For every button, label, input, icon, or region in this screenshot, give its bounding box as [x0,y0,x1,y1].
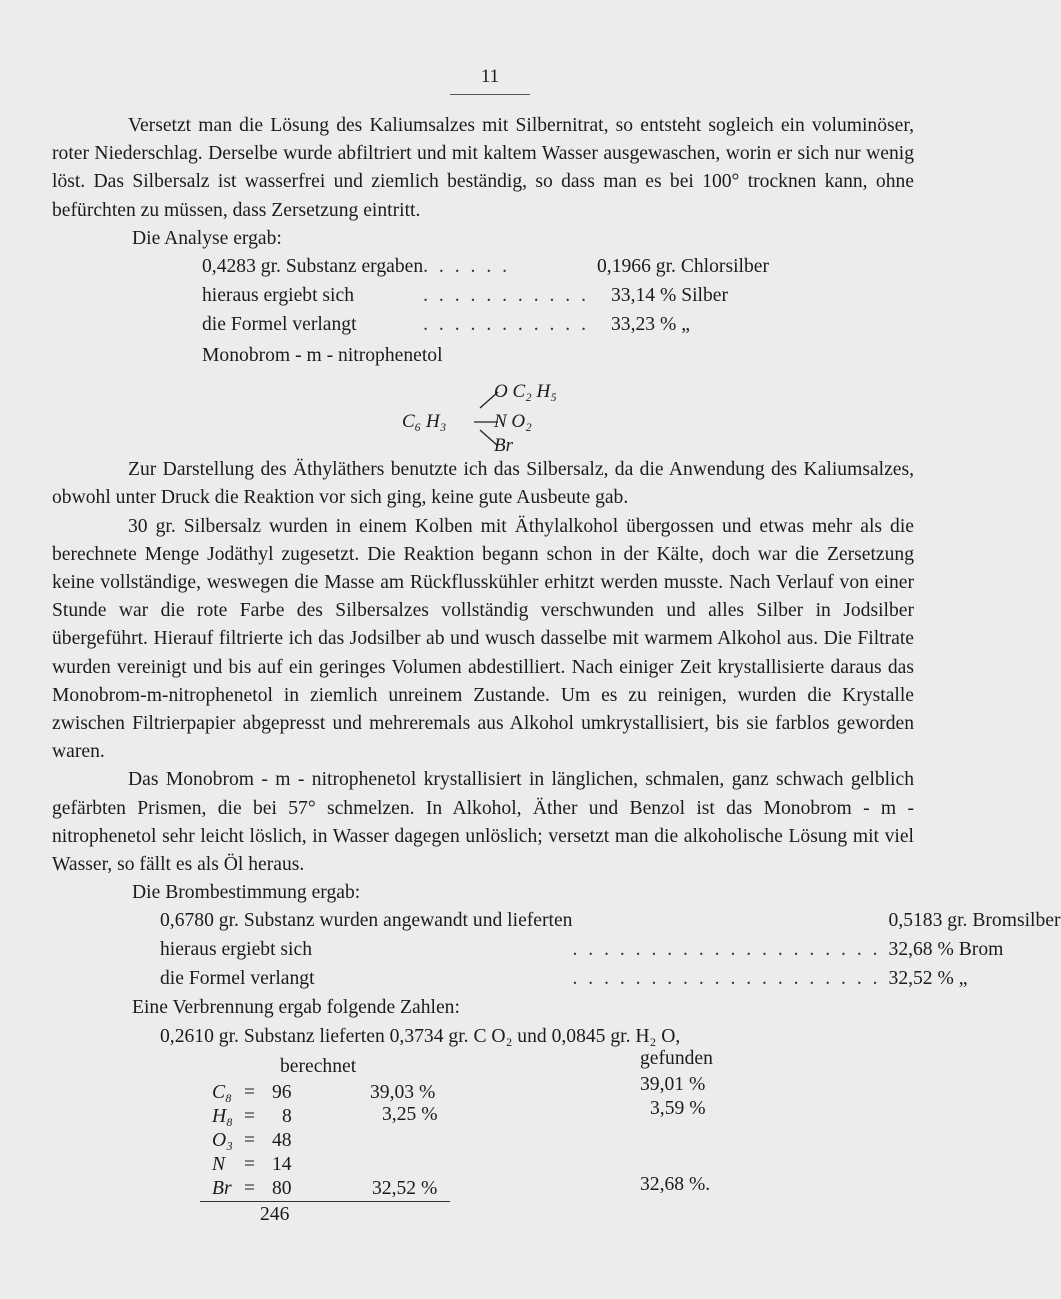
brom-label: hieraus ergiebt sich [160,939,312,961]
analysis-row [202,282,769,311]
calc-element: Br [212,1177,232,1199]
calc-mass: 8 [282,1105,292,1127]
brom-value: 32,52 % „ [888,968,968,990]
analysis-label: 0,4283 gr. Substanz ergaben [202,256,424,278]
brom-intro: Die Brombestimmung ergab: [132,882,361,904]
compound-name: Monobrom - m - nitrophenetol [202,345,443,367]
paragraph-silver-salt: Versetzt man die Lösung des Kaliumsalzes mit Silbernitrat, so entsteht sogleich ein voluminöser, roter Niederschlag. Derselbe wurde abfiltriert und mit kaltem Wasser ausgewaschen, worin er sich nur wenig löst. Das Silbersalz ist wasserfrei und ziemlich beständig, so dass man es bei 100° trocknen kann, ohne befürchten zu müssen, dass Zersetzung eintritt. [52,115,914,221]
brom-row [160,965,1061,994]
formula-bonds [52,370,914,456]
calc-percent: 3,25 % [382,1103,438,1125]
brom-table [160,907,1061,994]
paragraph-properties: Das Monobrom - m - nitrophenetol krystallisiert in länglichen, schmalen, ganz schwach gelblich gefärbten Prismen, die bei 57° schmelzen. In Alkohol, Äther und Benzol ist das Monobrom - m - nitrophenetol sehr leicht löslich, in Wasser dagegen unlöslich; versetzt man die alkoholische Lösung mit viel Wasser, so fällt es als Öl heraus. [52,769,914,876]
elemental-calculation [160,1047,914,1225]
found-percent: 3,59 % [650,1097,706,1119]
paragraph-procedure: 30 gr. Silbersalz wurden in einem Kolben mit Äthylalkohol übergossen und etwas mehr als die berechnete Menge Jodäthyl zugesetzt. Die Reaktion begann schon in der Kälte, doch war die Zersetzung keine vollständige, weswegen die Masse am Rückflusskühler erhitzt werden musste. Nach Verlauf von einer Stunde war die rote Farbe des Silbersalzes vollständig verschwunden und alles Silber in Jodsilber übergeführt. Hierauf filtrierte ich das Jodsilber ab und wusch dasselbe mit warmem Alkohol aus. Die Filtrate wurden vereinigt und bis auf ein geringes Volumen abdestilliert. Nach einiger Zeit krystallisierte daraus das Monobrom-m-nitrophenetol in ziemlich unreinem Zustande. Um es zu reinigen, wurden die Krystalle zwischen Filtrierpapier abgepresst und mehreremals aus Alkohol umkrystallisiert, bis sie farblos geworden waren. [52,515,914,763]
calc-mass: 48 [272,1129,292,1151]
analysis-value: 0,1966 gr. Chlorsilber [597,256,769,278]
found-percent: 39,01 % [640,1073,706,1095]
calc-element: O₃ [212,1129,233,1151]
calc-equals: = [244,1153,256,1175]
brom-label: 0,6780 gr. Substanz wurden angewandt und lieferten [160,910,573,932]
calc-mass: 14 [272,1153,292,1175]
formula-group-bromo: Br [494,435,513,457]
calc-equals: = [244,1177,256,1199]
analysis-value: 33,23 % „ [611,314,690,336]
calc-equals: = [244,1105,256,1127]
brom-value: 0,5183 gr. Bromsilber [888,910,1061,932]
calc-mass: 96 [272,1081,292,1103]
page-number: 11 [450,66,530,95]
analysis-table [202,253,769,340]
leader-dots [572,907,880,936]
combustion-intro: Eine Verbrennung ergab folgende Zahlen: [132,997,460,1019]
analysis-row [202,253,769,282]
body-text [52,112,1061,1225]
calc-element: C₈ [212,1081,232,1103]
calc-percent: 39,03 % [370,1081,436,1103]
leader-dots: . . . . . . . . . . . . . . . . . . . . [572,939,881,961]
brom-row [160,936,1061,965]
structural-formula [52,370,914,456]
header-found: gefunden [640,1047,713,1069]
calc-mass: 80 [272,1177,292,1199]
calc-equals: = [244,1129,256,1151]
combustion-line: 0,2610 gr. Substanz lieferten 0,3734 gr. C O₂ und 0,0845 gr. H₂ O, [160,1025,681,1047]
calc-element: H₈ [212,1105,233,1127]
analysis-label: die Formel verlangt [202,314,357,336]
calc-equals: = [244,1081,256,1103]
formula-group-nitro: N O₂ [494,411,532,433]
leader-dots: . . . . . . . . . . . [423,314,589,336]
header-calculated: berechnet [280,1055,357,1077]
brom-row [160,907,1061,936]
calc-element: N [212,1153,226,1175]
molar-mass-total: 246 [260,1203,290,1225]
formula-core: C₆ H₃ [402,411,447,433]
leader-dots: . . . . . . . . . . . [423,285,589,307]
analysis-intro: Die Analyse ergab: [132,227,282,249]
analysis-label: hieraus ergiebt sich [202,285,354,307]
sum-rule [200,1201,450,1202]
leader-dots: . . . . . . . . . . . . . . . . . . . . [572,968,881,990]
brom-label: die Formel verlangt [160,968,315,990]
calc-percent: 32,52 % [372,1177,438,1199]
found-percent: 32,68 %. [640,1173,711,1195]
brom-value: 32,68 % Brom [888,939,1004,961]
formula-group-ethoxy: O C₂ H₅ [494,381,557,403]
analysis-row [202,311,769,340]
leader-dots: . . . . . . [423,256,511,278]
analysis-value: 33,14 % Silber [611,285,729,307]
paragraph-preparation: Zur Darstellung des Äthyläthers benutzte ich das Silbersalz, da die Anwendung des Kaliumsalzes, obwohl unter Druck die Reaktion vor sich ging, keine gute Ausbeute gab. [52,459,914,509]
